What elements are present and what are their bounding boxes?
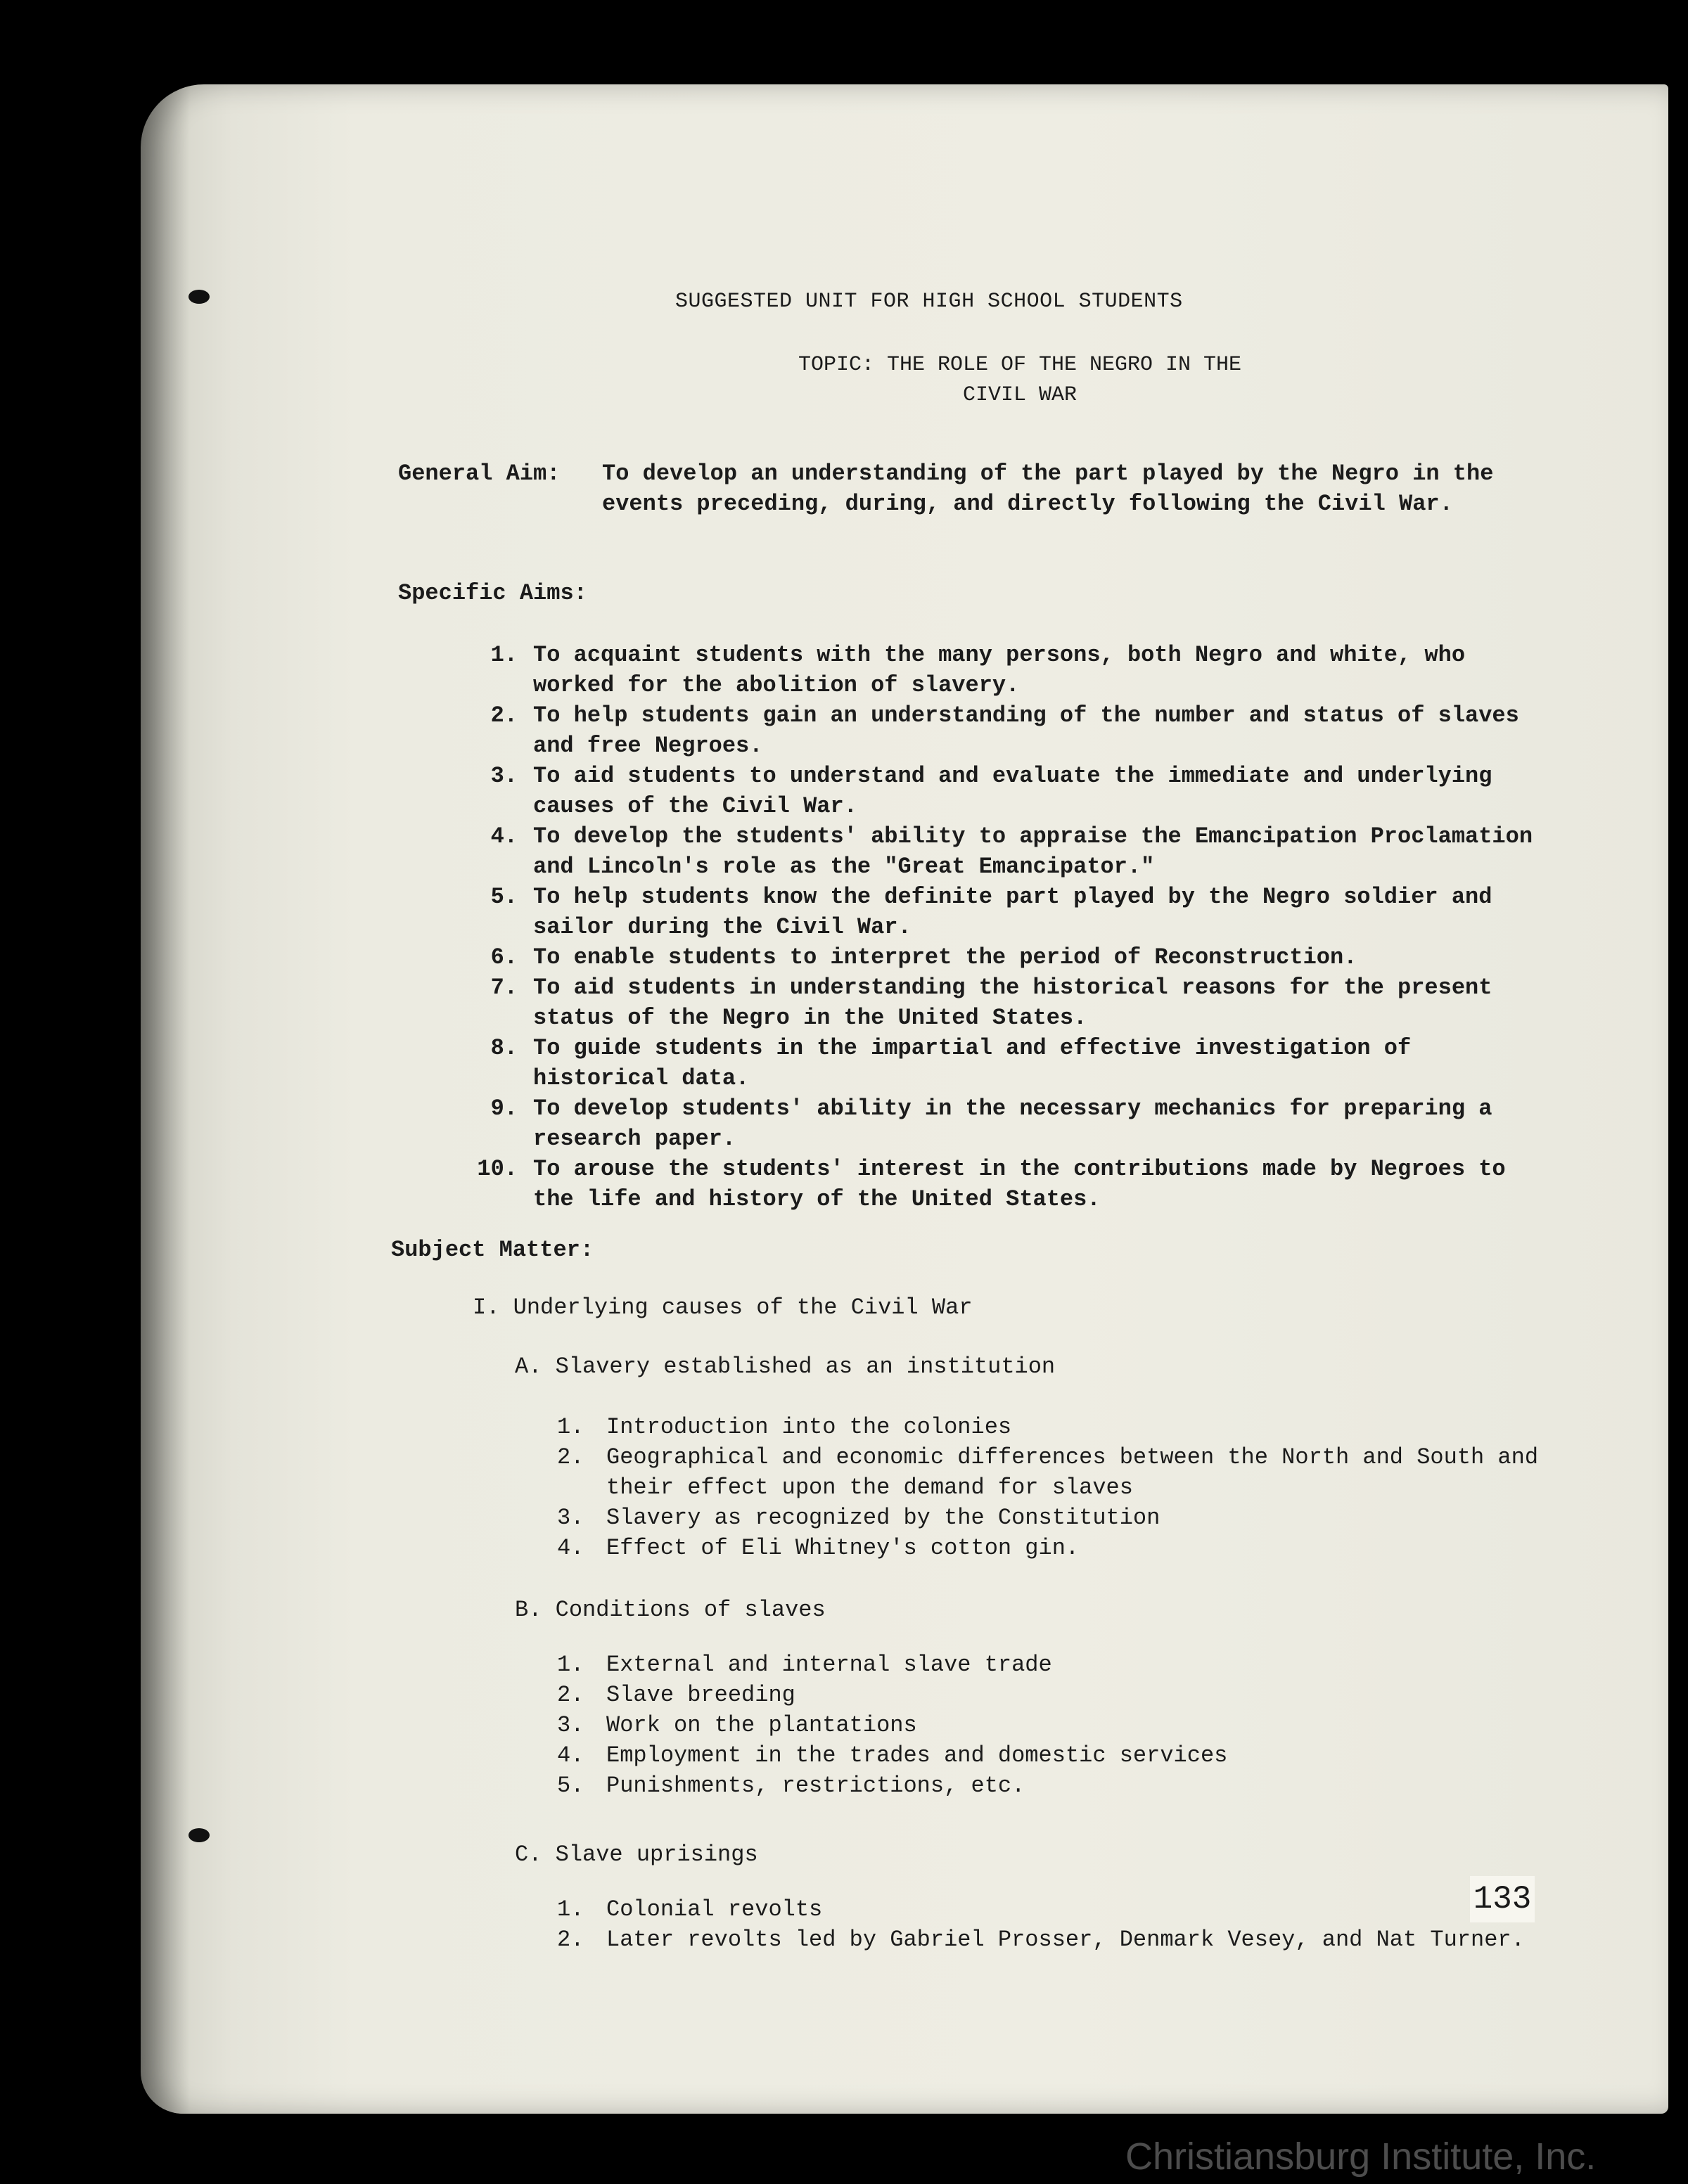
item-number: 1. — [557, 1414, 584, 1440]
general-aim-text: To develop an understanding of the part played by the Negro in the events preceding, during, and directly following the Civil War. — [602, 461, 1494, 517]
item-number: 1. — [557, 1896, 584, 1922]
item-text: Colonial revolts — [606, 1896, 823, 1922]
item-number: 4. — [557, 1535, 584, 1561]
list-item — [450, 972, 1547, 1033]
topic-heading — [753, 350, 1287, 411]
item-number: 8. — [490, 1035, 518, 1061]
subject-matter-label: Subject Matter: — [391, 1237, 594, 1263]
item-text: To aid students in understanding the historical reasons for the present status of the Negro in the United States. — [533, 975, 1492, 1031]
punch-hole-top — [188, 290, 210, 304]
list-item — [450, 1033, 1547, 1093]
subsection-c-heading: C. Slave uprisings — [515, 1842, 758, 1868]
binding-shadow — [141, 84, 190, 2114]
item-number: 9. — [490, 1096, 518, 1122]
item-text: To enable students to interpret the period of Reconstruction. — [533, 944, 1357, 970]
item-number: 4. — [490, 823, 518, 849]
list-item — [450, 1154, 1547, 1214]
item-number: 2. — [557, 1682, 584, 1708]
item-text: Later revolts led by Gabriel Prosser, Denmark Vesey, and Nat Turner. — [606, 1927, 1525, 1953]
item-text: To help students know the definite part played by the Negro soldier and sailor during the Civil War. — [533, 884, 1492, 940]
subsection-b-heading: B. Conditions of slaves — [515, 1597, 826, 1623]
item-number: 2. — [557, 1444, 584, 1470]
specific-aims-label: Specific Aims: — [398, 580, 587, 606]
list-item — [557, 1503, 1577, 1533]
item-number: 1. — [557, 1652, 584, 1678]
list-item — [557, 1680, 1577, 1710]
list-item — [557, 1894, 1577, 1925]
subsection-a-list — [557, 1412, 1577, 1563]
item-text: To guide students in the impartial and effective investigation of historical data. — [533, 1035, 1412, 1091]
item-text: To arouse the students' interest in the contributions made by Negroes to the life and history of the United States. — [533, 1156, 1506, 1212]
list-item — [557, 1710, 1577, 1740]
list-item — [450, 882, 1547, 942]
list-item — [450, 1093, 1547, 1154]
item-text: Geographical and economic differences between the North and South and their effect upon the demand for slaves — [606, 1444, 1539, 1501]
list-item — [450, 942, 1547, 972]
item-number: 4. — [557, 1742, 584, 1768]
item-text: Slave breeding — [606, 1682, 795, 1708]
item-number: 2. — [490, 702, 518, 728]
item-number: 5. — [557, 1773, 584, 1799]
list-item — [557, 1412, 1577, 1442]
item-text: Introduction into the colonies — [606, 1414, 1012, 1440]
item-number: 7. — [490, 975, 518, 1001]
list-item — [557, 1533, 1577, 1563]
page-number-label: 133 — [1470, 1876, 1535, 1922]
item-number: 5. — [490, 884, 518, 910]
list-item — [557, 1771, 1577, 1801]
list-item — [557, 1925, 1577, 1955]
item-text: Effect of Eli Whitney's cotton gin. — [606, 1535, 1080, 1561]
subsection-b-list — [557, 1650, 1577, 1801]
section-i-heading: I. Underlying causes of the Civil War — [473, 1295, 973, 1321]
punch-hole-bottom — [188, 1828, 210, 1842]
item-text: Slavery as recognized by the Constitution — [606, 1505, 1160, 1531]
list-item — [450, 821, 1547, 882]
list-item — [557, 1740, 1577, 1771]
general-aim-label: General Aim: — [398, 461, 561, 487]
item-text: To aid students to understand and evaluate the immediate and underlying causes of the Civil War. — [533, 763, 1492, 819]
item-text: Work on the plantations — [606, 1712, 917, 1738]
item-number: 6. — [490, 944, 518, 970]
specific-aims-list — [450, 640, 1547, 1214]
item-text: To develop students' ability in the necessary mechanics for preparing a research paper. — [533, 1096, 1492, 1152]
list-item — [450, 640, 1547, 700]
item-number: 10. — [477, 1156, 518, 1182]
item-number: 2. — [557, 1927, 584, 1953]
list-item — [557, 1442, 1577, 1503]
list-item — [450, 761, 1547, 821]
item-text: To acquaint students with the many persons, both Negro and white, who worked for the abolition of slavery. — [533, 642, 1466, 698]
item-text: To develop the students' ability to appraise the Emancipation Proclamation and Lincoln's role as the "Great Emancipator." — [533, 823, 1533, 880]
topic-line-1: TOPIC: THE ROLE OF THE NEGRO IN THE — [798, 353, 1242, 377]
subsection-a-heading: A. Slavery established as an institution — [515, 1354, 1056, 1380]
list-item — [450, 700, 1547, 761]
item-text: To help students gain an understanding of the number and status of slaves and free Negroes. — [533, 702, 1519, 759]
list-item — [557, 1650, 1577, 1680]
item-text: Employment in the trades and domestic services — [606, 1742, 1228, 1768]
item-text: Punishments, restrictions, etc. — [606, 1773, 1025, 1799]
watermark-text: Christiansburg Institute, Inc. — [1125, 2135, 1597, 2178]
item-number: 3. — [490, 763, 518, 789]
subsection-c-list — [557, 1894, 1577, 1955]
item-number: 1. — [490, 642, 518, 668]
item-number: 3. — [557, 1505, 584, 1531]
document-title: SUGGESTED UNIT FOR HIGH SCHOOL STUDENTS — [675, 290, 1183, 314]
item-number: 3. — [557, 1712, 584, 1738]
item-text: External and internal slave trade — [606, 1652, 1052, 1678]
topic-line-2: CIVIL WAR — [962, 383, 1078, 407]
